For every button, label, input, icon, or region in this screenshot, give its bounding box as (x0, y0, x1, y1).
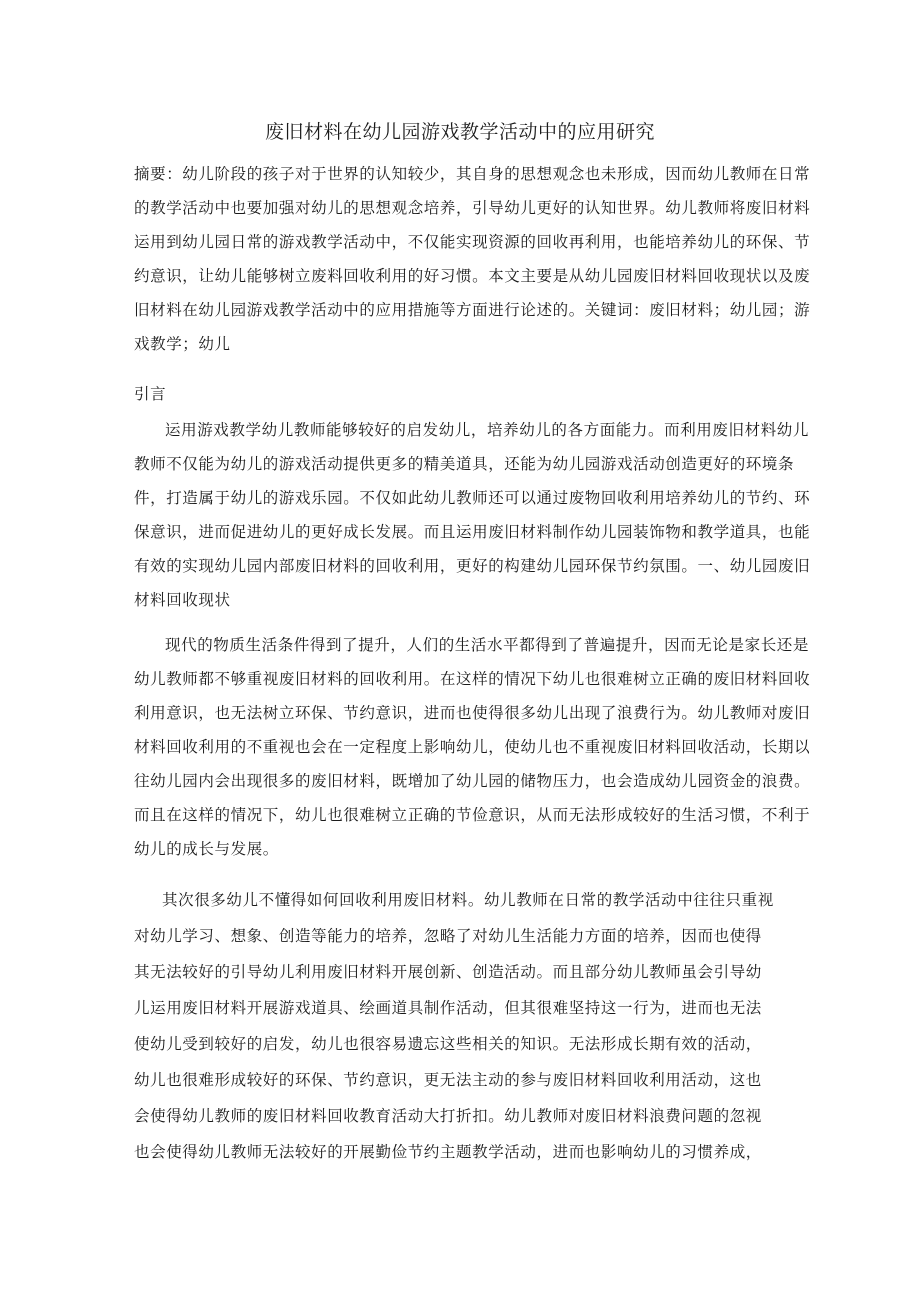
paragraph-line: 其无法较好的引导幼儿利用废旧材料开展创新、创造活动。而且部分幼儿教师虽会引导幼 (134, 963, 762, 981)
status-paragraph: 现代的物质生活条件得到了提升，人们的生活水平都得到了普遍提升，因而无论是家长还是幼儿教师都不够重视废旧材料的回收利用。在这样的情况下幼儿也很难树立正确的废旧材料回收利用意识，也无法树立环保、节约意识，进而也使得很多幼儿出现了浪费行为。幼儿教师对废旧材料回收利用的不重视也会在一定程度上影响幼儿，使幼儿也不重视废旧材料回收活动，长期以往幼儿园内会出现很多的废旧材料，既增加了幼儿园的储物压力，也会造成幼儿园资金的浪费。而且在这样的情况下，幼儿也很难树立正确的节俭意识，从而无法形成较好的生活习惯，不利于幼儿的成长与发展。 (134, 636, 811, 858)
paragraph-line: 对幼儿学习、想象、创造等能力的培养，忽略了对幼儿生活能力方面的培养，因而也使得 (134, 927, 762, 945)
paragraph-line: 也会使得幼儿教师无法较好的开展勤俭节约主题教学活动，进而也影响幼儿的习惯养成， (134, 1143, 762, 1161)
intro-paragraph: 运用游戏教学幼儿教师能够较好的启发幼儿，培养幼儿的各方面能力。而利用废旧材料幼儿教师不仅能为幼儿的游戏活动提供更多的精美道具，还能为幼儿园游戏活动创造更好的环境条件，打造属于幼儿的游戏乐园。不仅如此幼儿教师还可以通过废物回收利用培养幼儿的节约、环保意识，进而促进幼儿的更好成长发展。而且运用废旧材料制作幼儿园装饰物和教学道具，也能有效的实现幼儿园内部废旧材料的回收利用，更好的构建幼儿园环保节约氛围。一、幼儿园废旧材料回收现状 (134, 421, 811, 609)
paragraph-line: 儿运用废旧材料开展游戏道具、绘画道具制作活动，但其很难坚持这一行为，进而也无法 (134, 999, 762, 1017)
document-title: 废旧材料在幼儿园游戏教学活动中的应用研究 (264, 121, 655, 143)
paragraph-line: 会使得幼儿教师的废旧材料回收教育活动大打折扣。幼儿教师对废旧材料浪费问题的忽视 (134, 1107, 762, 1125)
paragraph-line: 使幼儿受到较好的启发，幼儿也很容易遗忘这些相关的知识。无法形成长期有效的活动， (134, 1035, 762, 1053)
abstract-paragraph: 摘要：幼儿阶段的孩子对于世界的认知较少，其自身的思想观念也未形成，因而幼儿教师在日常的教学活动中也要加强对幼儿的思想观念培养，引导幼儿更好的认知世界。幼儿教师将废旧材料运用到幼儿园日常的游戏教学活动中，不仅能实现资源的回收再利用，也能培养幼儿的环保、节约意识，让幼儿能够树立废料回收利用的好习惯。本文主要是从幼儿园废旧材料回收现状以及废旧材料在幼儿园游戏教学活动中的应用措施等方面进行论述的。关键词：废旧材料；幼儿园；游戏教学；幼儿 (134, 165, 811, 353)
intro-heading: 引言 (134, 385, 167, 403)
paragraph-line: 其次很多幼儿不懂得如何回收利用废旧材料。幼儿教师在日常的教学活动中往往只重视 (162, 891, 774, 909)
paragraph-line: 幼儿也很难形成较好的环保、节约意识，更无法主动的参与废旧材料回收利用活动，这也 (134, 1071, 762, 1089)
